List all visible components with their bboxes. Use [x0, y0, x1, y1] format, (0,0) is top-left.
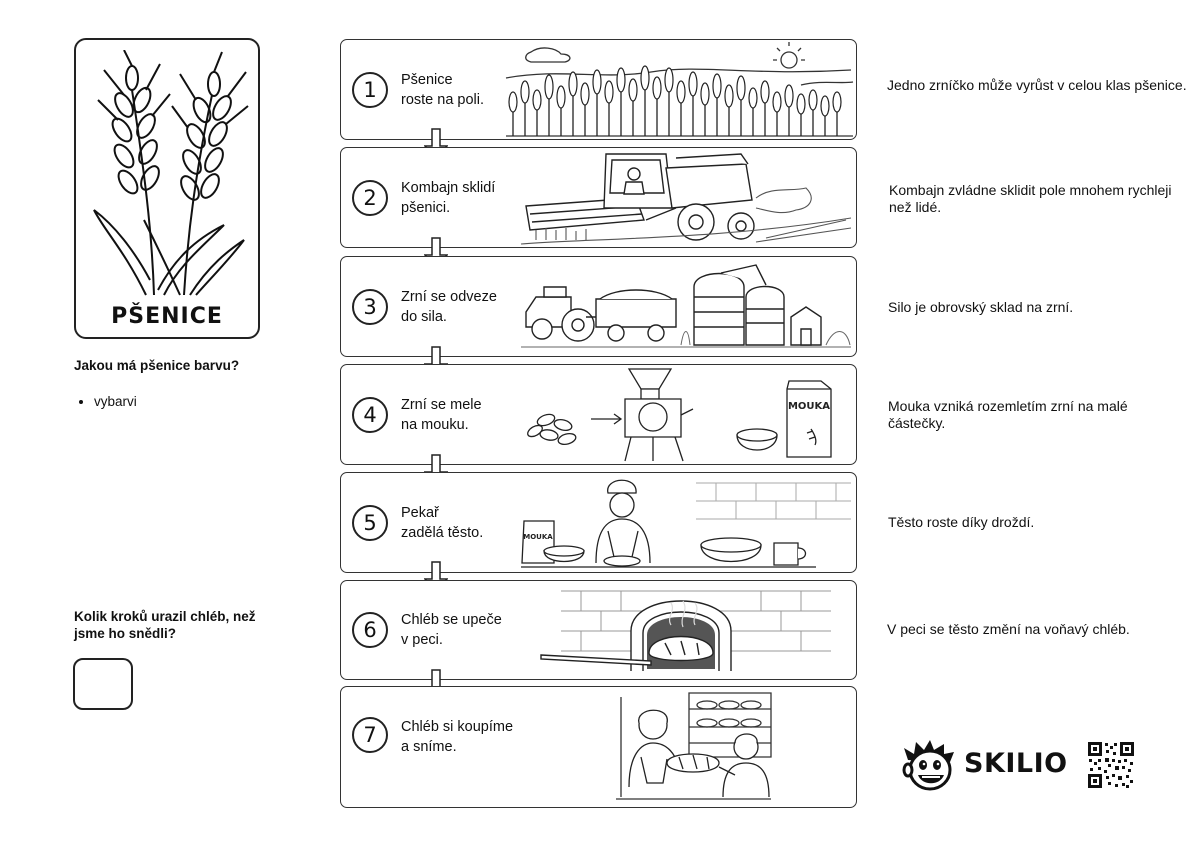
flour-bag-label: MOUKA: [787, 401, 831, 412]
brand-name: SKILIO: [964, 748, 1068, 779]
step-5-note: Těsto roste díky droždí.: [888, 514, 1035, 530]
step-text: Zrní se mele na mouku.: [401, 397, 482, 433]
step-text: Chléb se upeče v peci.: [401, 612, 502, 648]
step-number: 1: [352, 72, 388, 108]
step-text: Chléb si koupíme a sníme.: [401, 719, 514, 755]
step-2-note: Kombajn zvládne sklidit pole mnohem rychleji než lidé.: [889, 182, 1172, 215]
step-1-note: Jedno zrníčko může vyrůst v celou klas pšenice.: [887, 77, 1187, 93]
wheat-field-illustration: [501, 40, 856, 140]
step-text: Zrní se odveze do sila.: [401, 289, 497, 325]
step-number: 5: [352, 505, 388, 541]
flour-bag-label: MOUKA: [523, 533, 553, 541]
tractor-and-silo-illustration: [516, 257, 856, 357]
step-number: 3: [352, 289, 388, 325]
step-2-card: [340, 147, 857, 248]
flour-mill-illustration: [521, 365, 856, 465]
steps-question: Kolik kroků urazil chléb, než jsme ho snědli?: [74, 609, 256, 641]
answer-box[interactable]: [73, 658, 133, 710]
combine-harvester-illustration: [516, 148, 856, 248]
wheat-title: PŠENICE: [111, 304, 223, 329]
color-question: Jakou má pšenice barvu?: [74, 358, 240, 373]
qr-code-icon: [1088, 742, 1134, 788]
step-6-card: [340, 580, 857, 680]
color-bullet-list: [76, 394, 137, 409]
color-bullet-item: • vybarvi: [94, 394, 137, 409]
buying-bread-illustration: [611, 687, 856, 807]
step-number: 4: [352, 397, 388, 433]
step-text: Pšenice roste na poli.: [401, 72, 485, 108]
step-number: 2: [352, 180, 388, 216]
step-4-note: Mouka vzniká rozemletím zrní na malé částečky.: [888, 398, 1128, 431]
step-7-card: [340, 686, 857, 808]
wheat-card: [74, 38, 260, 339]
step-4-card: [340, 364, 857, 465]
wheat-icon: [84, 50, 252, 300]
step-1-card: [340, 39, 857, 140]
step-text: Kombajn sklidí pšenici.: [401, 180, 496, 216]
baker-illustration: [516, 473, 856, 573]
skilio-logo: [902, 738, 1142, 793]
step-number: 7: [352, 717, 388, 753]
step-number: 6: [352, 612, 388, 648]
step-3-note: Silo je obrovský sklad na zrní.: [888, 299, 1074, 315]
bread-oven-illustration: [531, 581, 856, 680]
step-3-card: [340, 256, 857, 357]
step-6-note: V peci se těsto změní na voňavý chléb.: [887, 621, 1130, 637]
smiling-boy-face-icon: [902, 738, 958, 792]
step-5-card: [340, 472, 857, 573]
step-text: Pekař zadělá těsto.: [401, 505, 484, 541]
